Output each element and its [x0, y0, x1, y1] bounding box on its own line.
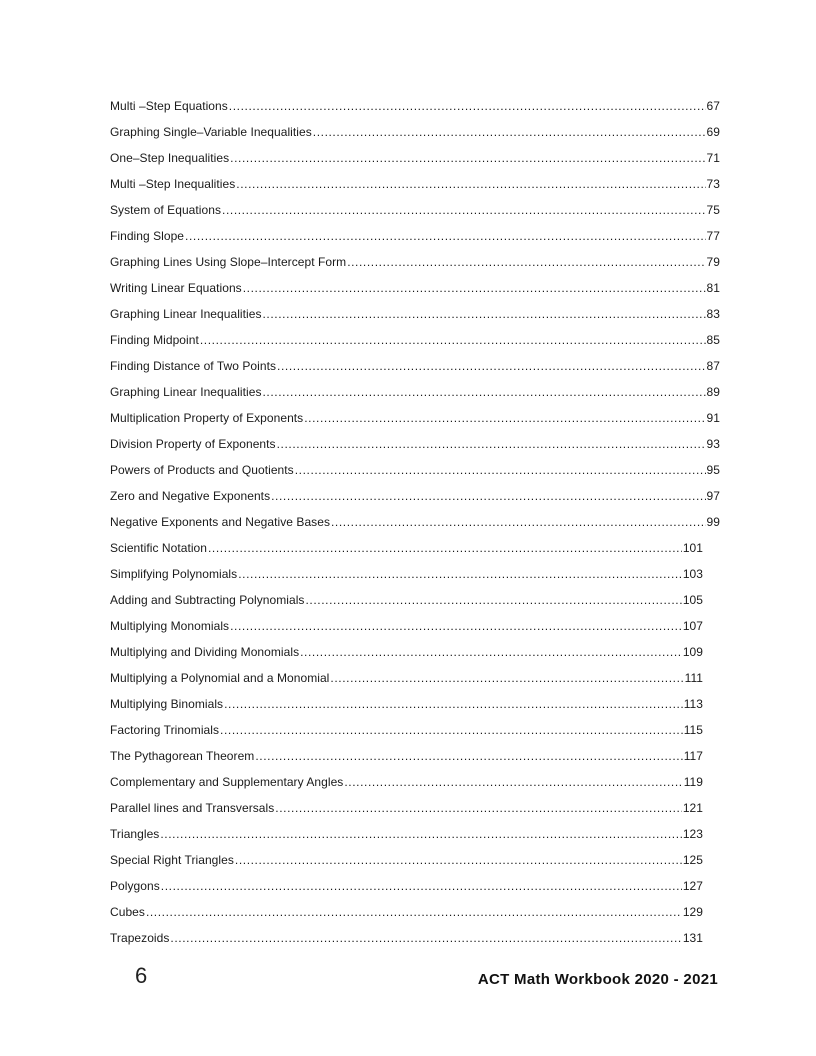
toc-entry-page: 115 — [683, 723, 703, 737]
toc-entry-page: 85 — [706, 333, 720, 347]
toc-leader-dots — [295, 463, 706, 477]
toc-entry[interactable] — [110, 275, 720, 301]
toc-entry-title: Division Property of Exponents — [110, 437, 276, 451]
toc-entry-page: 95 — [706, 463, 720, 477]
toc-entry[interactable] — [110, 743, 703, 769]
toc-entry-title: Finding Slope — [110, 229, 185, 243]
toc-entry-page: 121 — [682, 801, 703, 815]
toc-leader-dots — [277, 437, 706, 451]
toc-leader-dots — [200, 333, 706, 347]
toc-entry-page: 119 — [683, 775, 703, 789]
toc-entry[interactable] — [110, 301, 720, 327]
toc-entry-page: 123 — [682, 827, 703, 841]
toc-leader-dots — [300, 645, 682, 659]
toc-entry[interactable] — [110, 93, 720, 119]
toc-entry-page: 71 — [706, 151, 720, 165]
toc-leader-dots — [185, 229, 706, 243]
toc-entry-title: One–Step Inequalities — [110, 151, 230, 165]
toc-entry-title: Multi –Step Equations — [110, 99, 228, 113]
toc-leader-dots — [224, 697, 683, 711]
footer-book-title: ACT Math Workbook 2020 - 2021 — [477, 971, 718, 988]
table-of-contents — [110, 93, 720, 951]
toc-entry[interactable] — [110, 821, 703, 847]
toc-leader-dots — [146, 905, 682, 919]
toc-leader-dots — [236, 177, 705, 191]
toc-entry-page: 91 — [706, 411, 720, 425]
toc-leader-dots — [235, 853, 682, 867]
toc-entry-page: 127 — [682, 879, 703, 893]
toc-leader-dots — [344, 775, 682, 789]
toc-entry[interactable] — [110, 171, 720, 197]
toc-entry-title: Cubes — [110, 905, 145, 919]
toc-entry[interactable] — [110, 665, 703, 691]
toc-entry[interactable] — [110, 639, 703, 665]
toc-leader-dots — [306, 593, 682, 607]
toc-leader-dots — [347, 255, 705, 269]
toc-entry-title: Powers of Products and Quotients — [110, 463, 294, 477]
toc-entry-page: 67 — [706, 99, 720, 113]
toc-entry-title: Parallel lines and Transversals — [110, 801, 275, 815]
toc-leader-dots — [255, 749, 682, 763]
toc-entry-title: Writing Linear Equations — [110, 281, 242, 295]
toc-leader-dots — [271, 489, 705, 503]
toc-entry[interactable] — [110, 873, 703, 899]
toc-entry[interactable] — [110, 119, 720, 145]
toc-leader-dots — [229, 99, 706, 113]
toc-entry-page: 81 — [706, 281, 720, 295]
toc-entry[interactable] — [110, 795, 703, 821]
toc-entry-page: 131 — [682, 931, 703, 945]
toc-entry[interactable] — [110, 925, 703, 951]
toc-entry-title: Simplifying Polynomials — [110, 567, 238, 581]
toc-entry-title: Multi –Step Inequalities — [110, 177, 236, 191]
toc-entry[interactable] — [110, 223, 720, 249]
toc-entry[interactable] — [110, 249, 720, 275]
toc-entry-title: System of Equations — [110, 203, 222, 217]
toc-entry-title: Factoring Trinomials — [110, 723, 220, 737]
toc-entry-page: 111 — [684, 671, 703, 685]
toc-entry-title: Negative Exponents and Negative Bases — [110, 515, 330, 529]
footer-page-number: 6 — [135, 963, 148, 988]
toc-entry[interactable] — [110, 327, 720, 353]
toc-entry[interactable] — [110, 769, 703, 795]
toc-leader-dots — [330, 671, 683, 685]
toc-entry-title: Polygons — [110, 879, 160, 893]
toc-entry[interactable] — [110, 613, 703, 639]
toc-leader-dots — [238, 567, 682, 581]
toc-entry-title: Adding and Subtracting Polynomials — [110, 593, 305, 607]
toc-entry[interactable] — [110, 145, 720, 171]
toc-leader-dots — [263, 307, 706, 321]
toc-entry[interactable] — [110, 431, 720, 457]
toc-entry[interactable] — [110, 457, 720, 483]
toc-entry-title: Scientific Notation — [110, 541, 207, 555]
toc-entry-page: 69 — [706, 125, 720, 139]
toc-entry-page: 107 — [682, 619, 703, 633]
toc-entry[interactable] — [110, 847, 703, 873]
toc-entry-page: 117 — [683, 749, 703, 763]
toc-entry-title: Multiplying Monomials — [110, 619, 230, 633]
toc-leader-dots — [161, 879, 682, 893]
toc-entry-page: 83 — [706, 307, 720, 321]
toc-entry-title: Graphing Linear Inequalities — [110, 307, 262, 321]
toc-entry[interactable] — [110, 535, 703, 561]
toc-entry-title: Complementary and Supplementary Angles — [110, 775, 344, 789]
toc-entry[interactable] — [110, 197, 720, 223]
toc-leader-dots — [313, 125, 706, 139]
toc-leader-dots — [230, 619, 682, 633]
toc-leader-dots — [222, 203, 706, 217]
toc-entry-title: Finding Distance of Two Points — [110, 359, 277, 373]
toc-entry[interactable] — [110, 379, 720, 405]
toc-leader-dots — [304, 411, 705, 425]
toc-leader-dots — [275, 801, 682, 815]
toc-entry-title: Special Right Triangles — [110, 853, 234, 867]
toc-leader-dots — [263, 385, 706, 399]
toc-entry-page: 101 — [682, 541, 703, 555]
toc-entry-title: Multiplying Binomials — [110, 697, 224, 711]
toc-entry-page: 89 — [706, 385, 720, 399]
toc-leader-dots — [208, 541, 682, 555]
toc-entry-title: Graphing Single–Variable Inequalities — [110, 125, 312, 139]
toc-leader-dots — [170, 931, 681, 945]
toc-entry-title: Multiplication Property of Exponents — [110, 411, 304, 425]
toc-entry-page: 109 — [682, 645, 703, 659]
toc-entry-title: Multiplying a Polynomial and a Monomial — [110, 671, 330, 685]
toc-entry-page: 99 — [706, 515, 720, 529]
toc-leader-dots — [277, 359, 706, 373]
toc-leader-dots — [220, 723, 683, 737]
toc-entry-title: Trapezoids — [110, 931, 170, 945]
toc-leader-dots — [160, 827, 681, 841]
toc-entry-title: Zero and Negative Exponents — [110, 489, 271, 503]
toc-entry-page: 75 — [706, 203, 720, 217]
toc-entry-title: Graphing Linear Inequalities — [110, 385, 262, 399]
toc-entry-title: Graphing Lines Using Slope–Intercept Form — [110, 255, 347, 269]
toc-entry-page: 97 — [706, 489, 720, 503]
toc-entry-page: 113 — [683, 697, 703, 711]
toc-entry-page: 73 — [706, 177, 720, 191]
toc-entry-page: 129 — [682, 905, 703, 919]
toc-entry[interactable] — [110, 561, 703, 587]
toc-entry-page: 105 — [682, 593, 703, 607]
toc-entry-title: Multiplying and Dividing Monomials — [110, 645, 300, 659]
toc-entry[interactable] — [110, 483, 720, 509]
toc-entry[interactable] — [110, 899, 703, 925]
toc-entry-page: 79 — [706, 255, 720, 269]
toc-entry[interactable] — [110, 509, 720, 535]
toc-entry[interactable] — [110, 691, 703, 717]
toc-entry[interactable] — [110, 353, 720, 379]
toc-entry-title: Triangles — [110, 827, 160, 841]
toc-entry-page: 77 — [706, 229, 720, 243]
toc-entry-page: 87 — [706, 359, 720, 373]
toc-entry-page: 103 — [682, 567, 703, 581]
toc-entry[interactable] — [110, 405, 720, 431]
toc-entry-title: Finding Midpoint — [110, 333, 199, 347]
toc-leader-dots — [230, 151, 705, 165]
toc-entry[interactable] — [110, 717, 703, 743]
toc-entry[interactable] — [110, 587, 703, 613]
toc-entry-page: 125 — [682, 853, 703, 867]
toc-entry-page: 93 — [706, 437, 720, 451]
toc-leader-dots — [243, 281, 706, 295]
toc-entry-title: The Pythagorean Theorem — [110, 749, 255, 763]
toc-leader-dots — [331, 515, 706, 529]
